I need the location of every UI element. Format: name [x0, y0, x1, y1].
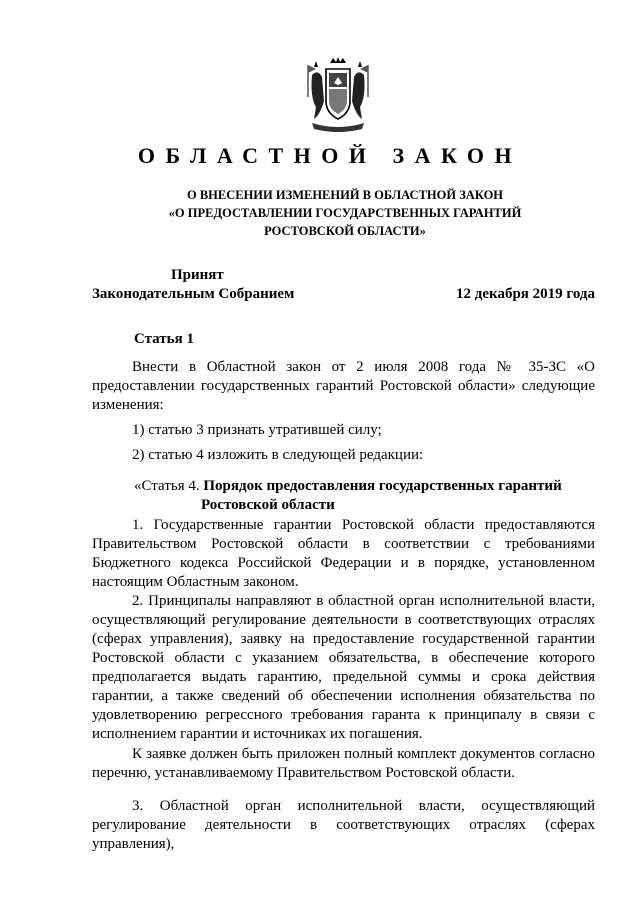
subtitle-line: РОСТОВСКОЙ ОБЛАСТИ» [264, 224, 426, 238]
coat-of-arms-emblem-icon [304, 57, 372, 135]
article-heading: Статья 1 [134, 331, 194, 347]
subtitle-line: О ВНЕСЕНИИ ИЗМЕНЕНИЙ В ОБЛАСТНОЙ ЗАКОН [186, 188, 504, 202]
list-item: 2) статью 4 изложить в следующей редакции: [132, 447, 424, 463]
article-4-heading [134, 477, 595, 515]
law-title: ОБЛАСТНОЙ ЗАКОН [137, 143, 523, 168]
paragraph [92, 516, 595, 592]
article-4-title-line2: Ростовской области [201, 497, 335, 513]
paragraph-text: 1. Государственные гарантии Ростовской области предоставляются Правительством Ростовской области в соответствии с требованиями Бюджетного кодекса Российской Федерации и в порядке, установленном настоящим Областным законом. [92, 517, 595, 590]
paragraph-text: К заявке должен быть приложен полный комплект документов согласно перечню, устанавливаемому Правительством Ростовской области. [92, 746, 595, 781]
intro-text: Внести в Областной закон от 2 июля 2008 года № 35-ЗС «О предоставлении государственных гарантий Ростовской области» следующие изменения: [92, 359, 595, 413]
paragraph-text: 3. Областной орган исполнительной власти, осуществляющий регулирование деятельности в соответствующих отраслях (сферах управления), [92, 798, 595, 852]
article-4-title: Порядок предоставления государственных гарантий [203, 478, 562, 494]
adopted-label: Принят [171, 267, 224, 283]
paragraph [92, 745, 595, 783]
adopted-by: Законодательным Собранием [92, 286, 295, 302]
adoption-info [92, 266, 294, 304]
paragraph [92, 592, 595, 744]
paragraph [92, 797, 595, 854]
article-intro-paragraph [92, 358, 595, 415]
article-4-label: «Статья 4. [134, 478, 200, 494]
paragraph-text: 2. Принципалы направляют в областной орган исполнительной власти, осуществляющий регулирование деятельности в соответствующих отраслях (сферах управления), заявку на предоставление государственной гарантии Ростовской области с указанием обязательства, в обеспечение которого предполагается выдать гарантию, предельной суммы и срока действия гарантии, а также сведений об обеспечении исполнения обязательства по удовлетворению регрессного требования гаранта к принципалу в связи с исполнением гарантии и источниках их погашения. [92, 593, 595, 742]
law-subtitle [0, 186, 640, 240]
list-item: 1) статью 3 признать утратившей силу; [132, 422, 382, 438]
adoption-date: 12 декабря 2019 года [456, 286, 595, 302]
subtitle-line: «О ПРЕДОСТАВЛЕНИИ ГОСУДАРСТВЕННЫХ ГАРАНТИЙ [168, 206, 522, 220]
